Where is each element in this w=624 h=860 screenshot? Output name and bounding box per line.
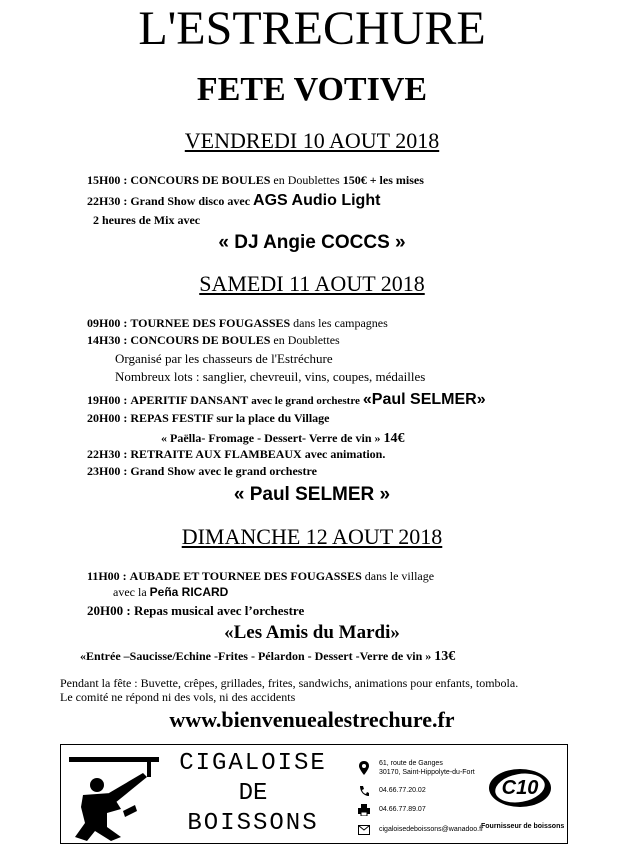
event-highlight: Peña RICARD (149, 585, 229, 599)
c10-logo (487, 767, 553, 809)
menu-items: « Paëlla- Fromage - Dessert- Verre de vin » (161, 431, 381, 445)
poster-title: L'ESTRECHURE (138, 2, 486, 55)
sponsor-email[interactable]: cigaloisedeboissons@wanadoo.fr (379, 826, 484, 833)
address-line: 61, route de Ganges (379, 760, 443, 767)
sponsor-address (379, 759, 475, 777)
event-line (113, 585, 228, 599)
day-heading-sunday: DIMANCHE 12 AOUT 2018 (181, 524, 443, 549)
event-line (87, 464, 317, 478)
event-time: 14H30 : (87, 333, 128, 347)
event-line (115, 351, 333, 367)
event-title: CONCOURS DE BOULES (130, 333, 271, 347)
event-time: 19H00 : (87, 393, 128, 407)
event-price: 150€ + les mises (342, 173, 424, 187)
event-detail: Organisé par les chasseurs de l'Estréchure (115, 351, 333, 366)
event-time: 20H00 : (87, 603, 131, 618)
event-title: Repas musical avec l’orchestre (133, 603, 305, 618)
day-heading-friday: VENDREDI 10 AOUT 2018 (184, 128, 440, 153)
event-price: 14€ (383, 431, 405, 446)
event-line (87, 603, 304, 619)
event-line (87, 411, 330, 425)
email-icon (358, 825, 370, 835)
phone-icon (359, 785, 369, 797)
event-time: 09H00 : (87, 316, 128, 330)
event-time: 23H00 : (87, 464, 128, 478)
event-line (87, 447, 385, 461)
event-line (87, 333, 340, 347)
event-detail: dans les campagnes (293, 316, 388, 330)
location-pin-icon (359, 761, 369, 775)
sponsor-fax: 04.66.77.89.07 (379, 806, 426, 813)
poster-subtitle: FETE VOTIVE (196, 71, 428, 108)
sponsor-name-line: BOISSONS (187, 810, 319, 837)
waiter-illustration-icon (63, 747, 163, 843)
event-title: Grand Show disco avec (130, 194, 251, 208)
event-title: TOURNEE DES FOUGASSES (130, 316, 291, 330)
event-line (115, 369, 425, 385)
event-title: REPAS FESTIF sur la place du Village (130, 411, 330, 425)
website-link[interactable]: www.bienvenuealestrechure.fr (169, 707, 455, 732)
event-detail: en Doublettes (273, 333, 340, 347)
fax-icon (358, 804, 370, 816)
event-line (87, 194, 380, 208)
event-line (161, 430, 405, 447)
footer-note: Pendant la fête : Buvette, crêpes, grillades, frites, sandwichs, animations pour enfants, tombola. (60, 676, 519, 690)
event-title: CONCOURS DE BOULES (130, 173, 271, 187)
event-detail: en Doublettes (273, 173, 340, 187)
event-highlight: AGS Audio Light (253, 192, 381, 209)
event-detail: avec la (113, 585, 147, 599)
featured-artist: «Les Amis du Mardi» (224, 622, 400, 643)
event-line (80, 648, 455, 665)
featured-artist: « DJ Angie COCCS » (218, 232, 406, 253)
sponsor-phone: 04.66.77.20.02 (379, 787, 426, 794)
sponsor-tagline: Fournisseur de boissons (481, 823, 565, 830)
event-time: 20H00 : (87, 411, 128, 425)
event-time: 15H00 : (87, 173, 128, 187)
footer-note: Le comité ne répond ni des vols, ni des accidents (60, 690, 296, 704)
event-detail: Nombreux lots : sanglier, chevreuil, vins, coupes, médailles (115, 369, 426, 384)
event-title: APERITIF DANSANT (130, 393, 249, 407)
event-time: 22H30 : (87, 447, 128, 461)
sponsor-name-line: DE (238, 780, 268, 807)
event-line (87, 569, 434, 583)
event-title: AUBADE ET TOURNEE DES FOUGASSES (129, 569, 362, 583)
event-line (93, 213, 200, 227)
event-line (87, 391, 486, 410)
event-line (87, 173, 424, 187)
event-detail: avec le grand orchestre (251, 395, 360, 407)
c10-logo-text: C10 (501, 777, 539, 799)
event-price: 13€ (434, 649, 456, 664)
featured-artist: « Paul SELMER » (233, 484, 391, 505)
sponsor-name (173, 749, 333, 839)
day-heading-saturday: SAMEDI 11 AOUT 2018 (199, 271, 425, 296)
event-detail: 2 heures de Mix avec (93, 213, 201, 227)
event-highlight: «Paul SELMER» (362, 391, 486, 408)
event-time: 11H00 : (87, 569, 127, 583)
event-time: 22H30 : (87, 194, 128, 208)
sponsor-name-line: CIGALOISE (179, 750, 327, 777)
event-line (87, 316, 388, 330)
event-title: Grand Show avec le grand orchestre (130, 464, 317, 478)
sponsor-box (60, 744, 568, 844)
event-title: RETRAITE AUX FLAMBEAUX avec animation. (130, 447, 386, 461)
menu-items: «Entrée –Saucisse/Echine -Frites - Pélardon - Dessert -Verre de vin » (80, 649, 432, 663)
address-line: 30170, Saint-Hippolyte-du-Fort (379, 769, 475, 776)
event-detail: dans le village (364, 569, 435, 583)
